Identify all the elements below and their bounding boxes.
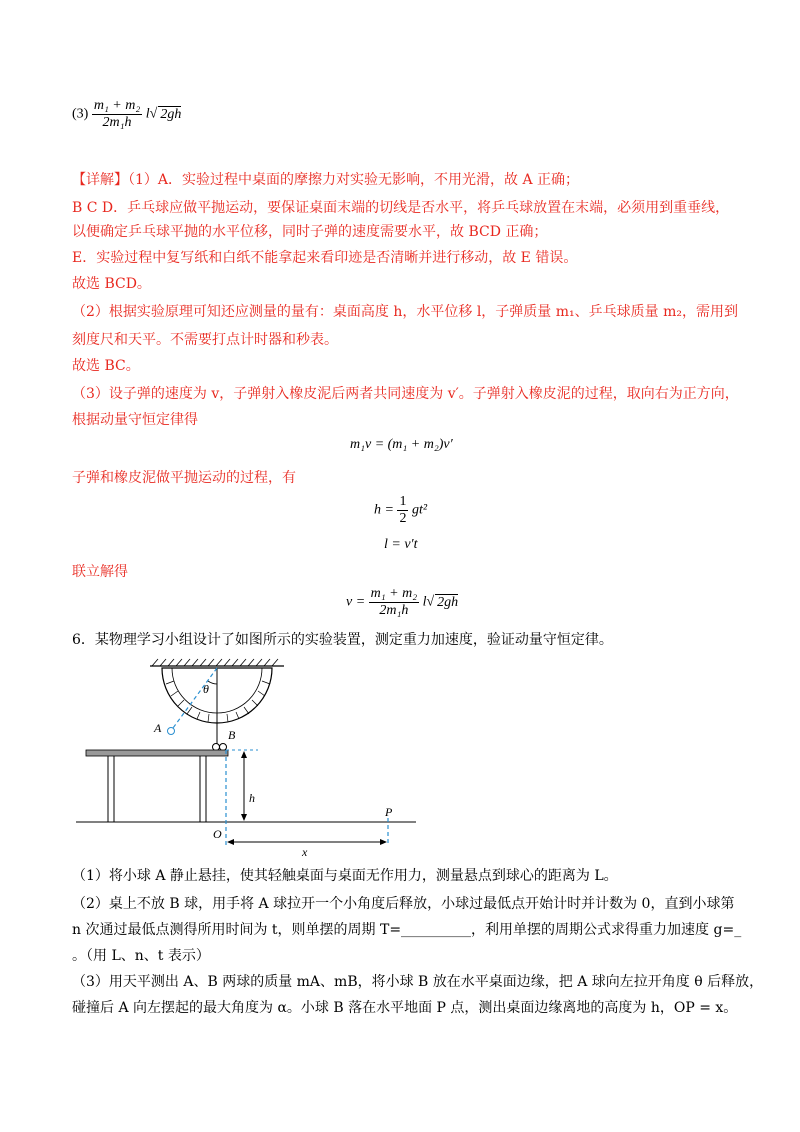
table-top <box>86 750 228 756</box>
question-6-part-1: （1）将小球 A 静止悬挂，使其轻触桌面与桌面无作用力，测量悬点到球心的距离为 L。 <box>72 868 618 884</box>
answer-3-sqrt: 2gh <box>160 107 182 122</box>
ball-a-initial <box>168 728 175 735</box>
answer-3-label: (3) <box>72 106 89 122</box>
detail-line-12: 联立解得 <box>72 564 128 580</box>
detail-line-7: 刻度尺和天平。不需要打点计时器和秒表。 <box>72 332 338 348</box>
equation-height-denominator: 2 <box>399 511 407 526</box>
detail-line-9: （3）设子弹的速度为 v，子弹射入橡皮泥后两者共同速度为 v′。子弹射入橡皮泥的过程，取向右为正方向， <box>72 386 739 402</box>
equation-result-denominator: 2m₁h <box>379 603 409 618</box>
detail-line-11: 子弹和橡皮泥做平抛运动的过程，有 <box>72 470 296 486</box>
table-legs <box>108 756 206 822</box>
equation-result-fraction <box>369 586 419 619</box>
theta-label: θ <box>203 682 209 696</box>
equation-result-tail: l <box>422 594 427 610</box>
equation-result-left: v = <box>346 594 366 610</box>
experiment-figure <box>68 656 428 856</box>
question-6-intro: 6．某物理学习小组设计了如图所示的实验装置，测定重力加速度，验证动量守恒定律。 <box>72 632 613 648</box>
detail-line-4: E．实验过程中复写纸和白纸不能拿起来看印迹是否清晰并进行移动，故 E 错误。 <box>72 250 578 266</box>
question-6-part-2-line-3: 。（用 L、n、t 表示） <box>72 948 210 964</box>
height-arrow-head-top <box>241 751 247 758</box>
label-h: h <box>249 791 255 805</box>
equation-momentum: m₁v = (m₁ + m₂)v′ <box>350 437 453 452</box>
detail-line-10: 根据动量守恒定律得 <box>72 412 198 428</box>
label-x: x <box>302 845 308 856</box>
detail-line-6: （2）根据实验原理可知还应测量的量有：桌面高度 h，水平位移 l，子弹质量 m₁、乒乓球质量 m₂，需用到 <box>72 304 738 320</box>
detail-line-8: 故选 BC。 <box>72 358 140 374</box>
answer-3-tail: l <box>145 106 150 122</box>
equation-height-left: h = <box>374 502 394 518</box>
equation-result: v = $\frac{\text{m₁ + m₂}}{\text{2m₁h}}$ l√ 2gh <box>346 586 459 618</box>
label-b: B <box>228 728 236 742</box>
ball-a <box>213 744 220 751</box>
label-o: O <box>213 827 222 841</box>
equation-distance: l = v′t <box>384 537 418 552</box>
equation-height <box>374 494 427 527</box>
height-arrow-head-bottom <box>241 814 247 821</box>
ceiling-hatch <box>152 659 278 666</box>
question-6-part-3-line-1: （3）用天平测出 A、B 两球的质量 mA、mB，将小球 B 放在水平桌面边缘，把 A 球向左拉开角度 θ 后释放， <box>72 974 764 990</box>
label-a: A <box>154 721 162 735</box>
answer-3-numerator: m₁ + m₂ <box>93 98 141 113</box>
detail-line-3: 以便确定乒乓球平抛的水平位移，同时子弹的速度需要水平，故 BCD 正确； <box>72 224 548 240</box>
detail-line-5: 故选 BCD。 <box>72 276 151 292</box>
equation-height-fraction <box>397 494 408 527</box>
x-arrow-head-right <box>380 839 387 845</box>
theta-arc <box>208 681 217 684</box>
ball-b <box>220 744 227 751</box>
question-6-part-2-line-2: n 次通过最低点测得所用时间为 t，则单摆的周期 T=__________，利用单摆的周期公式求得重力加速度 g=_ <box>72 922 742 938</box>
answer-3-formula: (3) $\frac{\text{m₁ + m₂}}{\text{2m₁h}}$ l√ 2gh <box>72 98 182 130</box>
answer-3-denominator: 2m₁h <box>102 115 132 130</box>
label-p: P <box>385 805 393 819</box>
question-6-part-3-line-2: 碰撞后 A 向左摆起的最大角度为 α。小球 B 落在水平地面 P 点，测出桌面边缘离地的高度为 h，OP = x。 <box>72 1000 738 1016</box>
detail-line-1: 【详解】（1）A．实验过程中桌面的摩擦力对实验无影响，不用光滑，故 A 正确； <box>72 172 580 188</box>
question-6-part-2-line-1: （2）桌上不放 B 球，用手将 A 球拉开一个小角度后释放，小球过最低点开始计时并计数为 0，直到小球第 <box>72 896 735 912</box>
x-arrow-head-left <box>227 839 234 845</box>
detail-line-2: B C D．乒乓球应做平抛运动，要保证桌面末端的切线是否水平，将乒乓球放置在末端，必须用到重垂线， <box>72 200 730 216</box>
equation-result-numerator: m₁ + m₂ <box>370 586 418 601</box>
equation-height-numerator: 1 <box>399 494 407 509</box>
equation-height-right: gt² <box>411 502 428 518</box>
answer-3-fraction <box>92 98 142 131</box>
equation-result-sqrt: 2gh <box>437 595 459 610</box>
